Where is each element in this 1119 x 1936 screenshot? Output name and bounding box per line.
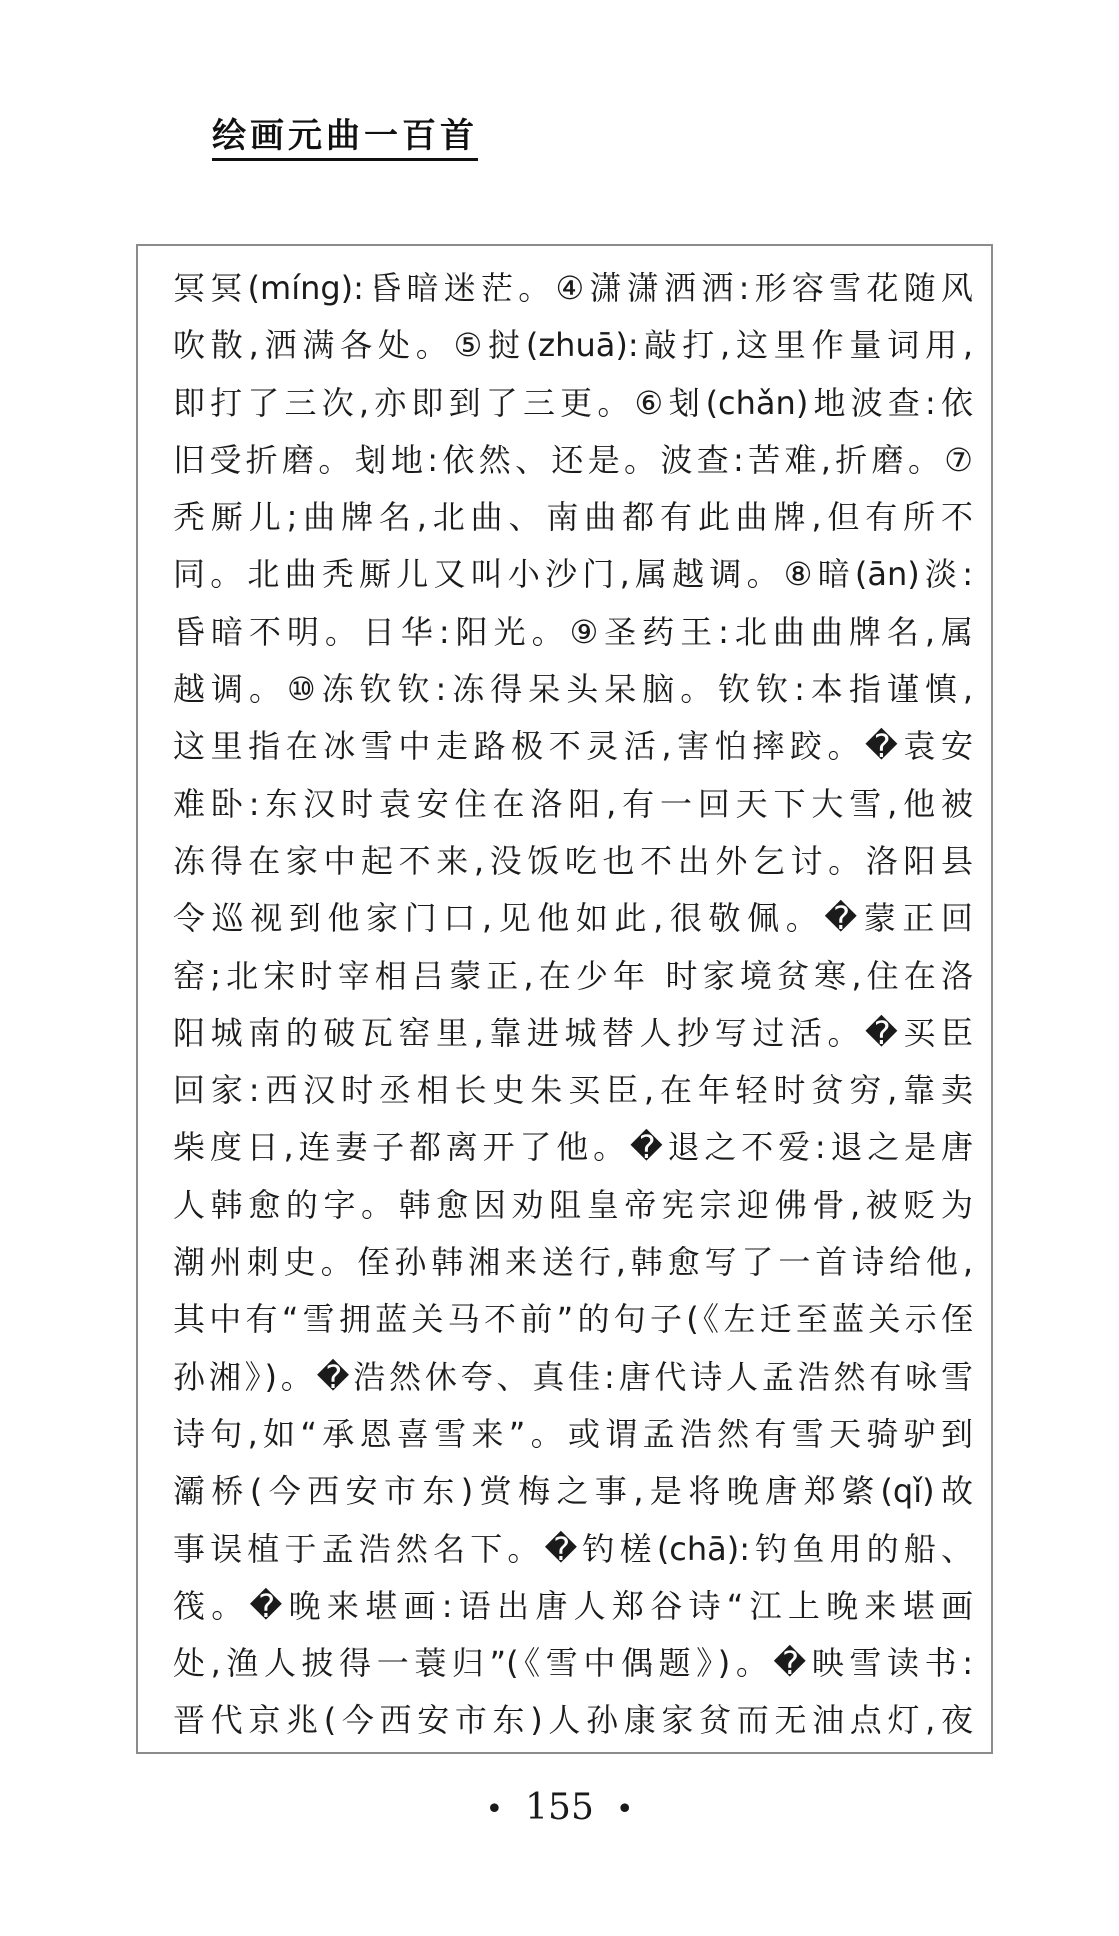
text-line: 阳城南的破瓦窑里,靠进城替人抄写过活。�买臣 [173,1013,973,1052]
text-line: 灞桥(今西安市东)赏梅之事,是将晚唐郑綮(qǐ)故 [173,1472,973,1511]
text-line: 令巡视到他家门口,见他如此,很敬佩。�蒙正回 [173,899,973,938]
text-line: 人韩愈的字。韩愈因劝阻皇帝宪宗迎佛骨,被贬为 [173,1185,973,1224]
text-line: 同。北曲秃厮儿又叫小沙门,属越调。⑧暗(ān)淡: [173,555,973,594]
text-line: 冥冥(míng):昏暗迷茫。④潇潇洒洒:形容雪花随风 [173,269,973,307]
annotation-text [173,260,973,1750]
text-line: 柴度日,连妻子都离开了他。�退之不爱:退之是唐 [173,1128,973,1167]
text-line: 吹散,洒满各处。⑤挝(zhuā):敲打,这里作量词用, [173,326,973,365]
text-line: 处,渔人披得一蓑归”(《雪中偶题》)。�映雪读书: [173,1644,973,1683]
text-line: 筏。�晚来堪画:语出唐人郑谷诗“江上晚来堪画 [173,1586,973,1625]
text-line: 孙湘》)。�浩然休夸、真佳:唐代诗人孟浩然有咏雪 [173,1357,973,1396]
text-line: 越调。⑩冻钦钦:冻得呆头呆脑。钦钦:本指谨慎, [173,670,973,709]
text-line: 诗句,如“承恩喜雪来”。或谓孟浩然有雪天骑驴到 [173,1414,973,1453]
text-line: 难卧:东汉时袁安住在洛阳,有一回天下大雪,他被 [173,784,973,823]
text-line: 回家:西汉时丞相长史朱买臣,在年轻时贫穷,靠卖 [173,1071,973,1110]
text-line: 这里指在冰雪中走路极不灵活,害怕摔跤。�袁安 [173,727,973,766]
text-line: 事误植于孟浩然名下。�钓槎(chā):钓鱼用的船、 [173,1529,973,1568]
text-line: 窑;北宋时宰相吕蒙正,在少年 时家境贫寒,住在洛 [173,956,973,995]
text-line: 冻得在家中起不来,没饭吃也不出外乞讨。洛阳县 [173,841,973,880]
text-line: 昏暗不明。日华:阳光。⑨圣药王:北曲曲牌名,属 [173,612,973,651]
text-line: 即打了三次,亦即到了三更。⑥刬(chǎn)地波查:依 [173,383,973,422]
annotation-text-box [136,244,993,1754]
page-footer [0,1786,1119,1832]
page-header-title: 绘画元曲一百首 [212,116,478,161]
text-line: 潮州刺史。侄孙韩湘来送行,韩愈写了一首诗给他, [173,1243,973,1282]
page-number-dot-right: • [615,1792,634,1827]
page-number-dot-left: • [485,1792,504,1827]
page-number: 155 [525,1787,594,1828]
text-line: 秃厮儿;曲牌名,北曲、南曲都有此曲牌,但有所不 [173,498,973,537]
text-line: 晋代京兆(今西安市东)人孙康家贫而无油点灯,夜 [173,1701,973,1740]
text-line: 旧受折磨。刬地:依然、还是。波查:苦难,折磨。⑦ [173,440,973,479]
text-line: 其中有“雪拥蓝关马不前”的句子(《左迁至蓝关示侄 [173,1300,973,1339]
